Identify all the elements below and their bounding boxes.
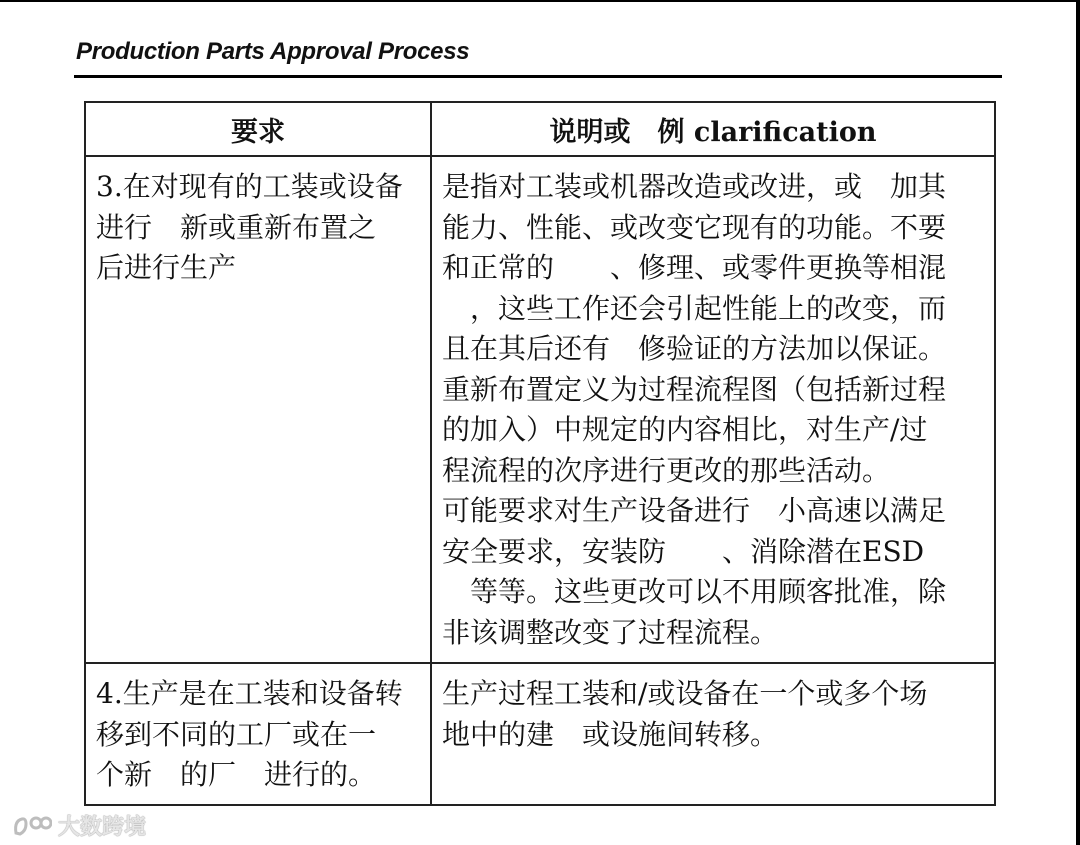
title-divider: [74, 75, 1002, 78]
requirements-table: [84, 101, 996, 806]
clarification-cell: 是指对工装或机器改造或改进，或 加其 能力、性能、或改变它现有的功能。不要 和正常的 、修理、或零件更换等相混 ，这些工作还会引起性能上的改变，而 且在其后还有 修验证的方法加以保证。 重新布置定义为过程流程图（包括新过程 的加入）中规定的内容相比，对生产/过 程流程的次序进行更改的那些活动。 可能要求对生产设备进行 小高速以满足 安全要求，安装防 、消除潜在ESD 等等。这些更改可以不用顾客批准，除 非该调整改变了过程流程。: [431, 156, 995, 663]
watermark-text: 大数跨境: [58, 815, 147, 840]
requirement-cell: 3.在对现有的工装或设备 进行 新或重新布置之 后进行生产: [85, 156, 431, 663]
watermark: [12, 810, 146, 841]
table-header-row: [85, 102, 995, 156]
logo-icon: [12, 813, 52, 839]
page-frame-top: [0, 0, 1080, 2]
requirement-cell: 4.生产是在工装和设备转 移到不同的工厂或在一 个新 的厂 进行的。: [85, 663, 431, 805]
header-requirement: 要求: [85, 102, 431, 156]
table-row: [85, 156, 995, 663]
page-frame-right: [1076, 0, 1080, 845]
header-clarification: 说明或 例 clarification: [431, 102, 995, 156]
table-row: [85, 663, 995, 805]
clarification-cell: 生产过程工装和/或设备在一个或多个场 地中的建 或设施间转移。: [431, 663, 995, 805]
document-title: Production Parts Approval Process: [76, 38, 470, 65]
